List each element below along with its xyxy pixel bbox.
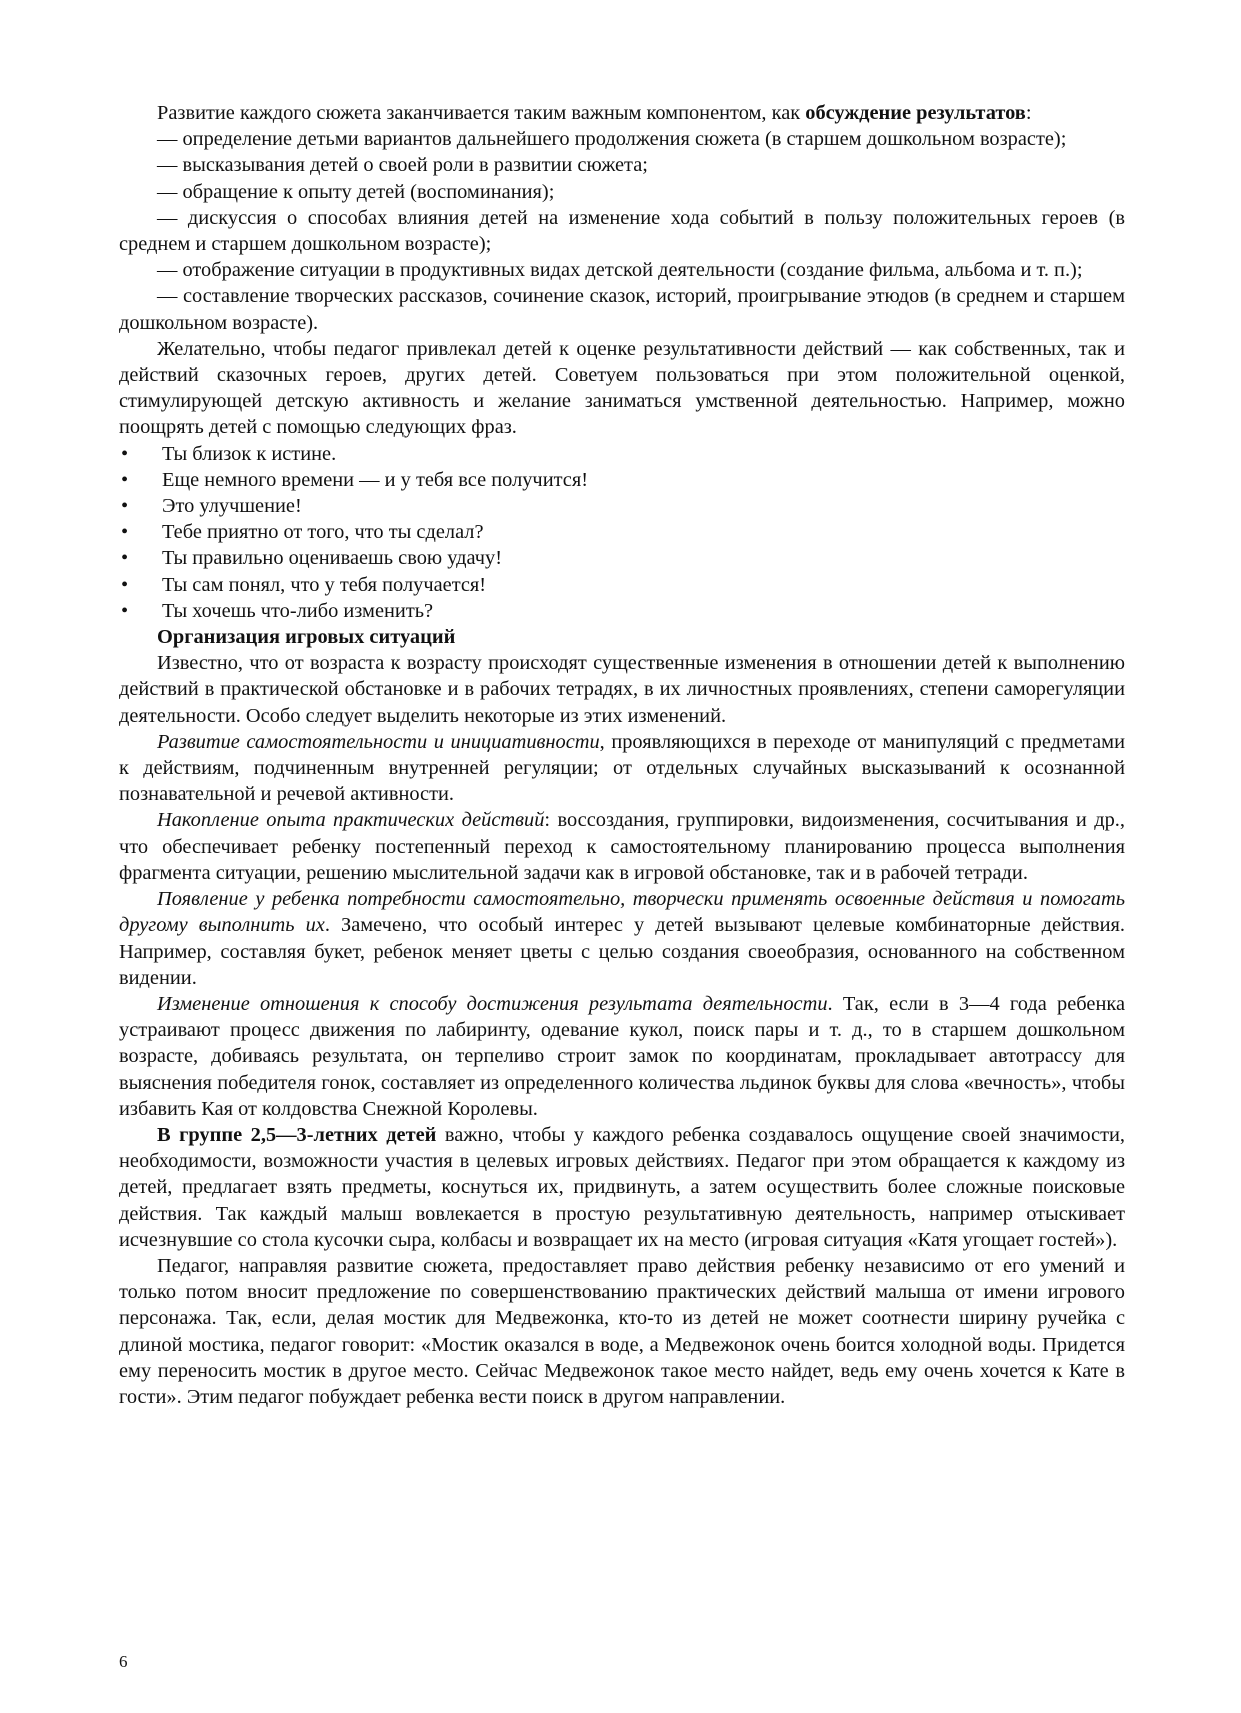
- intro-paragraph: [119, 100, 1125, 126]
- phrase-item: [119, 441, 1125, 467]
- change-paragraph: [119, 886, 1125, 991]
- bullet-icon: •: [121, 442, 129, 465]
- phrase-text: Ты сам понял, что у тебя получается!: [162, 573, 487, 596]
- intro-bold-term: обсуждение результатов: [805, 102, 1026, 124]
- change-paragraph: [119, 729, 1125, 808]
- phrase-text: Еще немного времени — и у тебя все получится!: [162, 468, 588, 491]
- phrase-text: Ты хочешь что-либо изменить?: [162, 599, 434, 622]
- change-text: . Так, если в 3—4 года ребенка устраивают процесс движения по лабиринту, одевание кукол, поиск пары и т. д., то в старшем дошкольном возрасте, добиваясь результата, он терпеливо строит замок по координатам, прокладывает автотрассу для выяснения победителя гонок, составляет из определенного количества льдинок буквы для слова «вечность», чтобы избавить Кая от колдовства Снежной Королевы.: [119, 992, 1125, 1120]
- change-term: Появление у ребенка потребности самостоятельно, творчески применять освоенные действия и помогать другому выполнить их: [119, 888, 1125, 937]
- change-paragraph: [119, 807, 1125, 886]
- bullet-icon: •: [121, 599, 129, 622]
- page-body: [119, 100, 1125, 1410]
- phrase-item: [119, 467, 1125, 493]
- change-term: Накопление опыта практических действий: [157, 809, 545, 832]
- change-term: Изменение отношения к способу достижения результата деятельности: [157, 992, 828, 1015]
- phrase-text: Ты правильно оцениваешь свою удачу!: [162, 547, 502, 570]
- change-text: . Замечено, что особый интерес у детей вызывают целевые комбинаторные действия. Например, составляя букет, ребенок меняет цветы с целью создания своеобразия, основанного на собственном видении.: [119, 914, 1125, 989]
- praise-paragraph: Желательно, чтобы педагог привлекал детей к оценке результативности действий — как собственных, так и действий сказочных героев, других детей. Советуем пользоваться при этом положительной оценкой, стимулирующей детскую активность и желание заниматься умственной деятельностью. Например, можно поощрять детей с помощью следующих фраз.: [119, 337, 1125, 439]
- dash-item: — определение детьми вариантов дальнейшего продолжения сюжета (в старшем дошкольном возрасте);: [157, 128, 1067, 151]
- phrase-item: [119, 519, 1125, 545]
- change-term: Развитие самостоятельности и инициативности: [157, 730, 600, 753]
- phrase-item: [119, 545, 1125, 571]
- bullet-icon: •: [121, 495, 129, 518]
- bullet-icon: •: [121, 573, 129, 596]
- intro-colon: :: [1025, 102, 1032, 124]
- group-text: важно, чтобы у каждого ребенка создавалось ощущение своей значимости, необходимости, возможности участия в целевых игровых действиях. Педагог при этом обращается к каждому из детей, предлагает взять предметы, коснуться их, придвинуть, а затем осуществить более сложные поисковые действия. Так каждый малыш вовлекается в простую результативную деятельность, например отыскивает исчезнувшие со стола кусочки сыра, колбасы и возвращает их на место (игровая ситуация «Катя угощает гостей»).: [119, 1123, 1126, 1251]
- dash-item: — обращение к опыту детей (воспоминания);: [157, 180, 555, 203]
- section-heading: Организация игровых ситуаций: [157, 626, 456, 649]
- dash-item: — составление творческих рассказов, сочинение сказок, историй, проигрывание этюдов (в среднем и старшем дошкольном возрасте).: [119, 285, 1125, 334]
- change-text: : воссоздания, группировки, видоизменения, сосчитывания и др., что обеспечивает ребенку постепенный переход к самостоятельному планированию процесса выполнения фрагмента ситуации, решению мыслительной задачи как в игровой обстановке, так и в рабочей тетради.: [119, 809, 1125, 884]
- change-paragraph: [119, 991, 1125, 1122]
- dash-item: — дискуссия о способах влияния детей на изменение хода событий в пользу положительных героев (в среднем и старшем дошкольном возрасте);: [119, 206, 1125, 256]
- page-number: 6: [119, 1652, 128, 1671]
- phrase-list: [119, 441, 1125, 624]
- intro-text: Развитие каждого сюжета заканчивается таким важным компонентом, как: [157, 102, 806, 124]
- phrase-item: [119, 598, 1125, 624]
- dash-item: — высказывания детей о своей роли в развитии сюжета;: [157, 154, 648, 177]
- phrase-text: Это улучшение!: [162, 495, 302, 518]
- dash-item: — отображение ситуации в продуктивных видах детской деятельности (создание фильма, альбома и т. п.);: [157, 259, 1083, 282]
- phrase-text: Ты близок к истине.: [162, 442, 337, 465]
- bullet-icon: •: [121, 521, 129, 544]
- phrase-item: [119, 493, 1125, 519]
- phrase-item: [119, 572, 1125, 598]
- group-bold-term: В группе 2,5—3-летних детей: [157, 1123, 437, 1146]
- bullet-icon: •: [121, 468, 129, 491]
- group-paragraph: [119, 1122, 1125, 1253]
- last-paragraph: Педагог, направляя развитие сюжета, предоставляет право действия ребенку независимо от его умений и только потом вносит предложение по совершенствованию практических действий малыша от имени игрового персонажа. Так, если, делая мостик для Медвежонка, кто-то из детей не может соотнести ширину ручейка с длиной мостика, педагог говорит: «Мостик оказался в воде, а Медвежонок очень боится холодной воды. Придется ему переносить мостик в другое место. Сейчас Медвежонок такое место найдет, ведь ему очень хочется к Кате в гости». Этим педагог побуждает ребенка вести поиск в другом направлении.: [119, 1254, 1125, 1408]
- known-paragraph: Известно, что от возраста к возрасту происходят существенные изменения в отношении детей к выполнению действий в практической обстановке и в рабочих тетрадях, в их личностных проявлениях, степени саморегуляции деятельности. Особо следует выделить некоторые из этих изменений.: [119, 652, 1125, 727]
- bullet-icon: •: [121, 547, 129, 570]
- phrase-text: Тебе приятно от того, что ты сделал?: [162, 521, 484, 544]
- change-text: , проявляющихся в переходе от манипуляций с предметами к действиям, подчиненным внутренней регуляции; от отдельных случайных высказываний к осознанной познавательной и речевой активности.: [119, 730, 1125, 806]
